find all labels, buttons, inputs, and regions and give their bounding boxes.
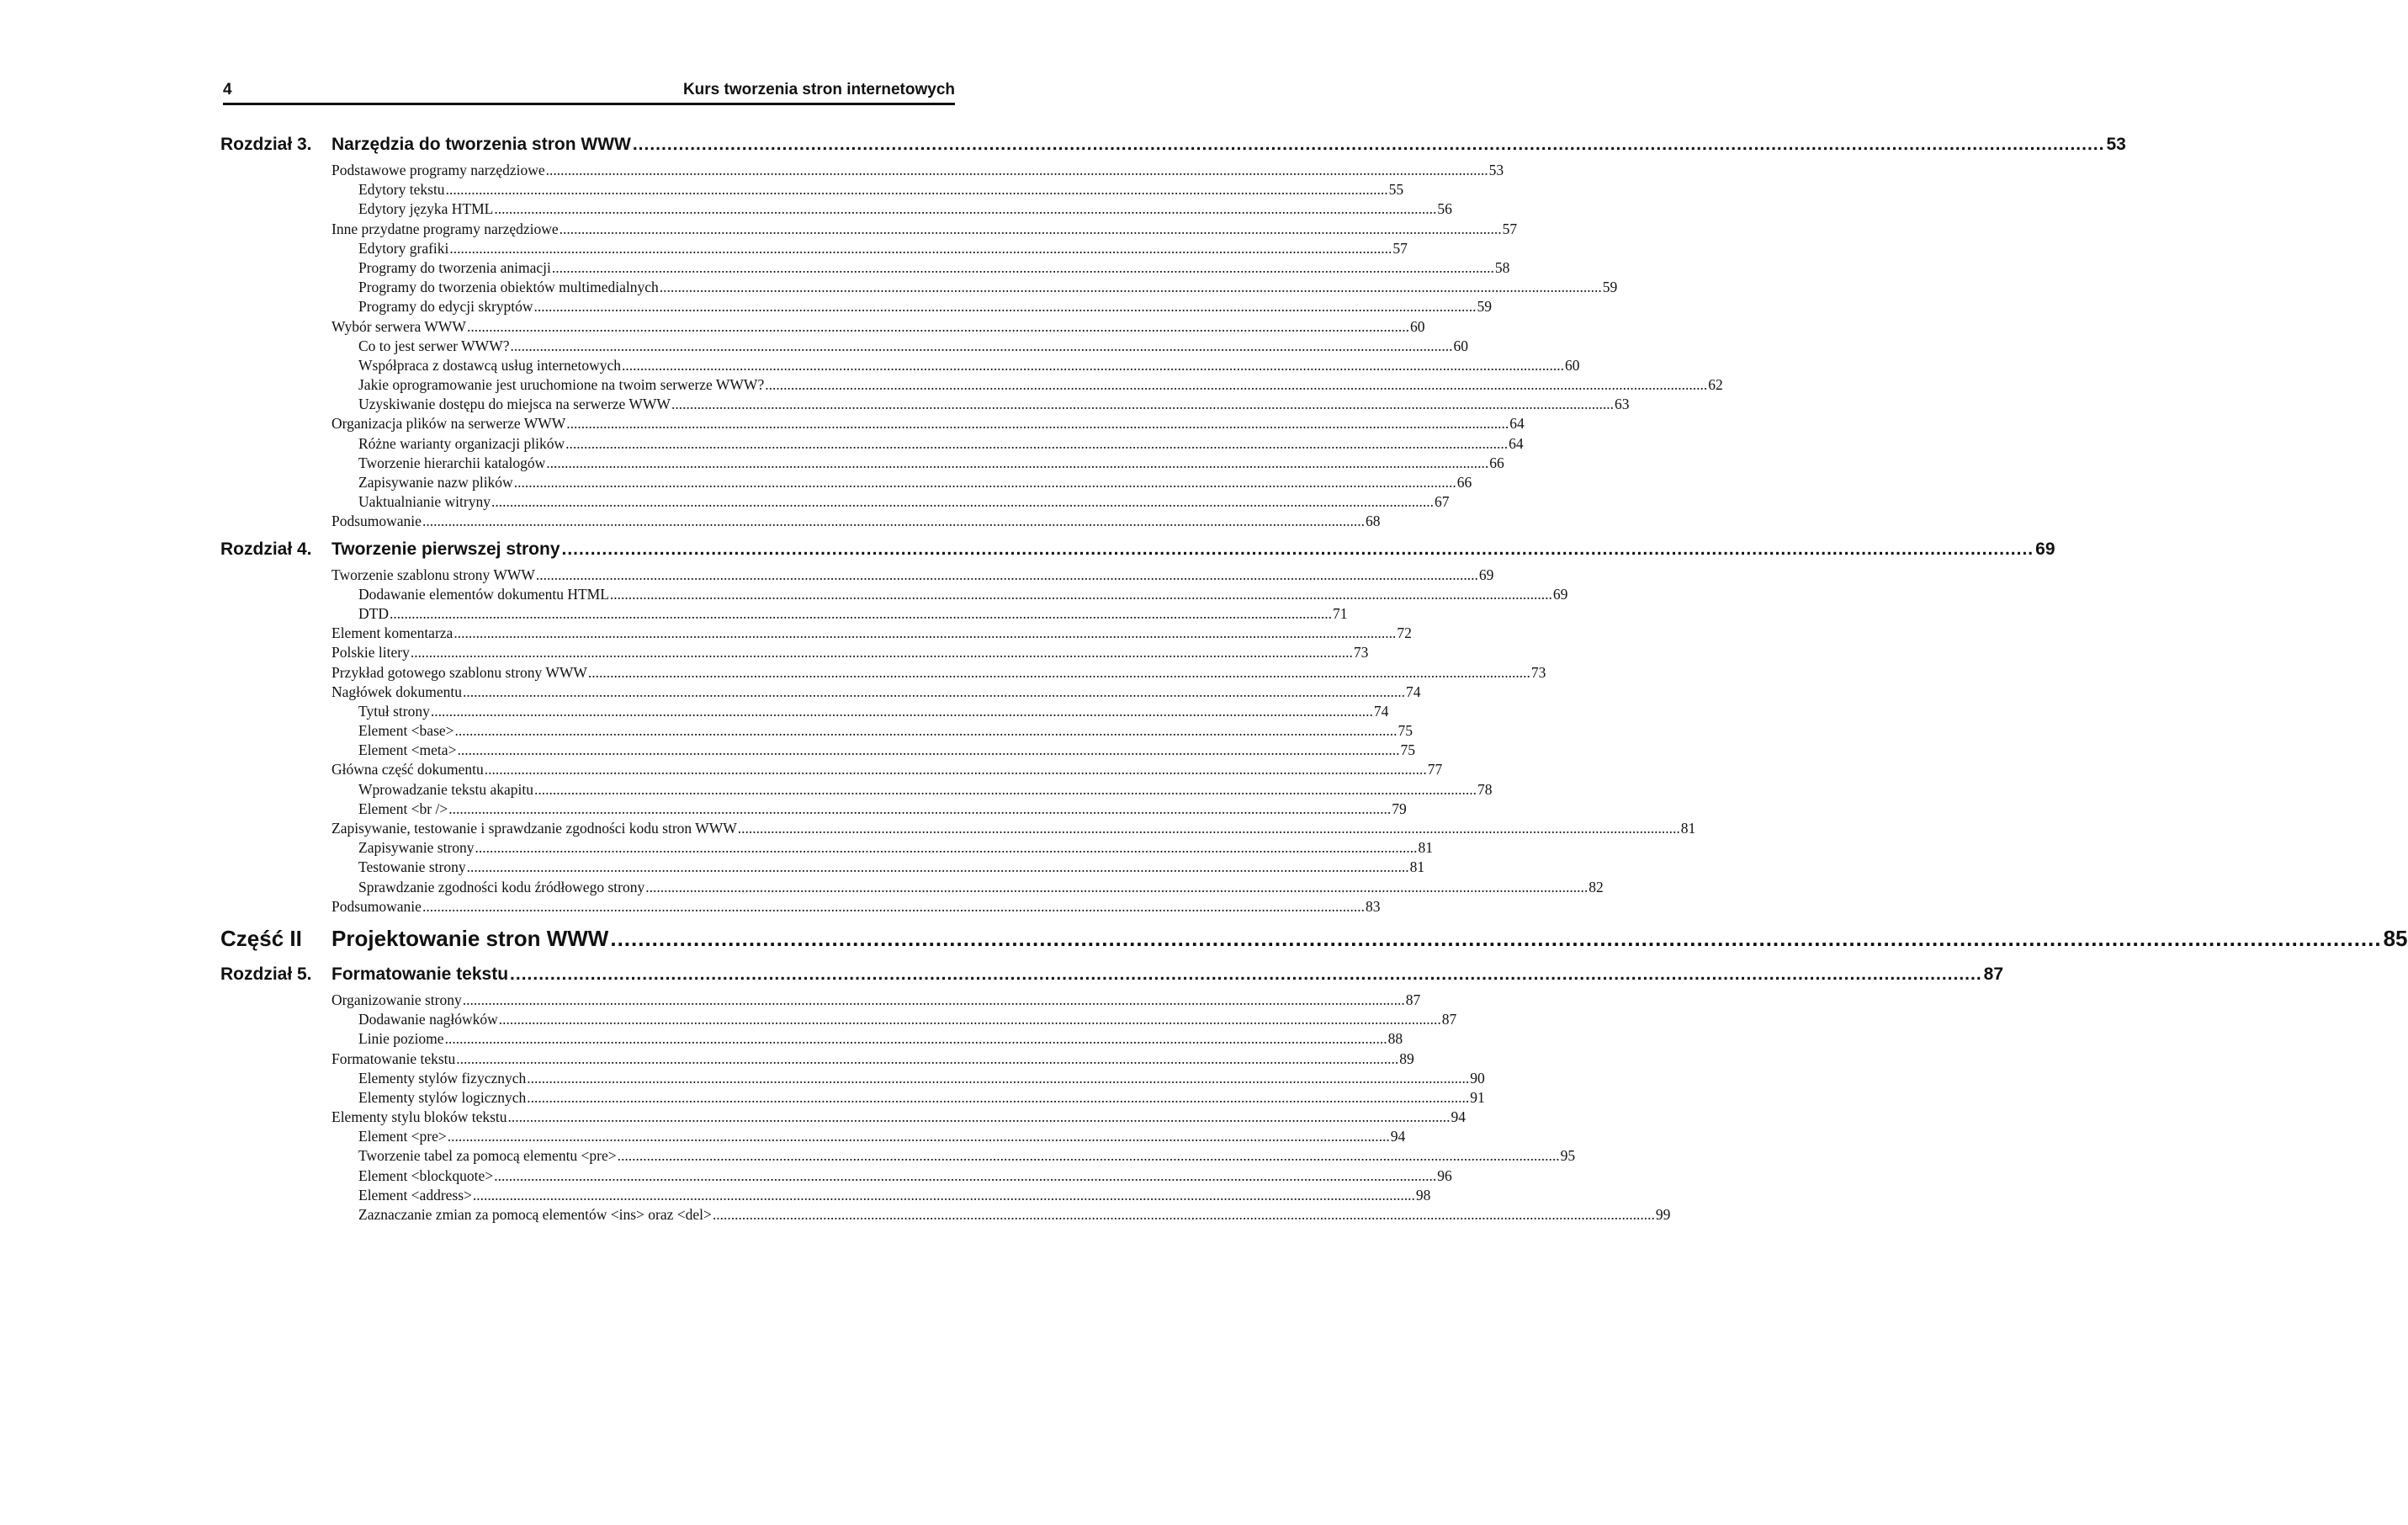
entry-page: 74 bbox=[1406, 683, 1421, 700]
entry-page: 81 bbox=[1680, 820, 1696, 837]
toc-entry bbox=[331, 624, 1412, 644]
toc-entry bbox=[358, 858, 1425, 878]
chapter-page: 85 bbox=[2383, 925, 2408, 951]
dot-leader: ................................................................................................................................................................................................................................................................ bbox=[475, 839, 1418, 857]
entry-title: Co to jest serwer WWW? bbox=[358, 337, 510, 354]
toc-entry bbox=[358, 1147, 1576, 1166]
entry-page: 55 bbox=[1388, 181, 1404, 199]
dot-leader: ................................................................................................................................................................................................................................................................ bbox=[484, 761, 1427, 778]
entry-title: Programy do tworzenia obiektów multimedialnych bbox=[358, 279, 659, 296]
dot-leader: ................................................................................................................................................................................................................................................................ bbox=[491, 493, 1434, 511]
dot-leader: ................................................................................................................................................................................................................................................................ bbox=[551, 258, 1494, 276]
chapter-title: Tworzenie pierwszej strony bbox=[331, 539, 560, 559]
entry-page: 89 bbox=[1399, 1049, 1414, 1067]
dot-leader: ................................................................................................................................................................................................................................................................ bbox=[456, 1049, 1399, 1067]
entry-page: 81 bbox=[1409, 858, 1425, 876]
entry-title: Element <blockquote> bbox=[358, 1166, 494, 1184]
toc-entry bbox=[358, 741, 1415, 761]
entry-page: 60 bbox=[1564, 356, 1580, 374]
dot-leader: ................................................................................................................................................................................................................................................................ bbox=[449, 239, 1392, 257]
toc-entry bbox=[331, 991, 1421, 1011]
entry-page: 71 bbox=[1332, 604, 1348, 622]
dot-leader: ................................................................................................................................................................................................................................................................ bbox=[535, 566, 1478, 583]
entry-title: Inne przydatne programy narzędziowe bbox=[331, 220, 559, 237]
entry-title: Zapisywanie nazw plików bbox=[358, 474, 513, 491]
toc-entry bbox=[358, 298, 1493, 317]
entry-page: 72 bbox=[1397, 624, 1412, 642]
toc-entry bbox=[331, 683, 1421, 703]
dot-leader: ................................................................................................................................................................................................................................................................ bbox=[389, 604, 1332, 622]
entry-page: 74 bbox=[1373, 702, 1389, 720]
entry-page: 77 bbox=[1427, 761, 1443, 778]
dot-leader: ................................................................................................................................................................................................................................................................ bbox=[510, 337, 1453, 354]
dot-leader: ................................................................................................................................................................................................................................................................ bbox=[527, 1088, 1470, 1106]
entry-title: Edytory języka HTML bbox=[358, 200, 494, 218]
dot-leader: ................................................................................................................................................................................................................................................................ bbox=[671, 396, 1614, 413]
chapter-block bbox=[220, 964, 2004, 1225]
toc-entry bbox=[331, 415, 1525, 434]
entry-title: Programy do tworzenia animacji bbox=[358, 258, 551, 276]
entry-title: Edytory grafiki bbox=[358, 239, 449, 257]
part-heading bbox=[220, 925, 2408, 958]
dot-leader: ................................................................................................................................................................................................................................................................ bbox=[448, 800, 1392, 817]
dot-leader: ................................................................................................................................................................................................................................................................ bbox=[457, 741, 1400, 759]
entry-title: Sprawdzanie zgodności kodu źródłowego strony bbox=[358, 878, 645, 895]
entry-title: Wprowadzanie tekstu akapitu bbox=[358, 780, 533, 798]
dot-leader: ................................................................................................................................................................................................................................................................ bbox=[533, 780, 1477, 798]
entry-title: Zapisywanie, testowanie i sprawdzanie zgodności kodu stron WWW bbox=[331, 820, 737, 837]
entry-title: Przykład gotowego szablonu strony WWW bbox=[331, 663, 587, 681]
toc-entry bbox=[358, 396, 1630, 415]
entry-page: 99 bbox=[1655, 1206, 1671, 1223]
dot-leader: ................................................................................................................................................................................................................................................................ bbox=[463, 683, 1406, 700]
page-number: 4 bbox=[223, 81, 232, 98]
chapter-heading bbox=[220, 539, 2055, 566]
toc-entry bbox=[358, 258, 1510, 279]
toc-entry bbox=[358, 800, 1407, 820]
chapter-heading bbox=[220, 964, 2004, 991]
entry-title: Edytory tekstu bbox=[358, 181, 445, 199]
entry-page: 94 bbox=[1451, 1108, 1467, 1126]
dot-leader: ................................................................................................................................................................................................................................................................ bbox=[765, 376, 1708, 394]
dot-leader: ................................................................................................................................................................................................................................................................ bbox=[422, 513, 1365, 530]
toc-entry bbox=[358, 702, 1389, 722]
entry-page: 95 bbox=[1560, 1147, 1576, 1165]
entry-title: Element <base> bbox=[358, 722, 454, 740]
dot-leader: ................................................................................................................................................................................................................................................................ bbox=[498, 1011, 1441, 1028]
entry-page: 87 bbox=[1441, 1011, 1457, 1028]
dot-leader: ................................................................................................................................................................................................................................................................ bbox=[527, 1069, 1470, 1087]
dot-leader: ................................................................................................................................................................................................................................................................ bbox=[454, 722, 1398, 740]
entry-title: Tworzenie hierarchii katalogów bbox=[358, 454, 546, 471]
toc-entry bbox=[358, 1128, 1406, 1147]
toc-entry bbox=[358, 376, 1723, 396]
toc-entry bbox=[331, 644, 1369, 663]
dot-leader: ................................................................................................................................................................................................................................................................ bbox=[453, 624, 1397, 642]
dot-leader: ................................................................................................................................................................................................................................................................ bbox=[617, 1147, 1560, 1165]
dot-leader: ................................................................................................................................................................................................................................................................ bbox=[546, 454, 1489, 471]
entry-title: Dodawanie elementów dokumentu HTML bbox=[358, 585, 609, 603]
entry-title: Tworzenie tabel za pomocą elementu <pre> bbox=[358, 1147, 617, 1165]
toc-entry bbox=[358, 239, 1408, 259]
toc-entry bbox=[358, 337, 1468, 357]
dot-leader: ................................................................................................................................................................................................................................................................ bbox=[510, 964, 1982, 984]
toc-entry bbox=[358, 493, 1450, 513]
dot-leader: ................................................................................................................................................................................................................................................................ bbox=[494, 1166, 1437, 1184]
dot-leader: ................................................................................................................................................................................................................................................................ bbox=[444, 1030, 1387, 1048]
entry-page: 56 bbox=[1437, 200, 1452, 218]
entry-page: 64 bbox=[1509, 434, 1524, 452]
toc-entry bbox=[358, 200, 1452, 220]
chapter-label: Rozdział 5. bbox=[220, 964, 312, 984]
entry-page: 83 bbox=[1365, 897, 1381, 915]
toc-entry bbox=[358, 1030, 1403, 1049]
toc-entry bbox=[358, 454, 1504, 474]
entry-page: 69 bbox=[1478, 566, 1494, 583]
chapter-label: Rozdział 3. bbox=[220, 135, 312, 154]
entry-page: 60 bbox=[1409, 317, 1425, 335]
entry-title: Elementy stylów fizycznych bbox=[358, 1069, 527, 1087]
dot-leader: ................................................................................................................................................................................................................................................................ bbox=[545, 162, 1488, 178]
entry-title: Dodawanie nagłówków bbox=[358, 1011, 498, 1028]
entry-title: Linie poziome bbox=[358, 1030, 444, 1048]
dot-leader: ................................................................................................................................................................................................................................................................ bbox=[533, 298, 1477, 316]
toc-entry bbox=[358, 356, 1580, 376]
entry-page: 88 bbox=[1387, 1030, 1403, 1048]
chapter-page: 69 bbox=[2035, 539, 2055, 559]
entry-title: Organizacja plików na serwerze WWW bbox=[331, 415, 566, 433]
entry-title: Programy do edycji skryptów bbox=[358, 298, 533, 316]
entry-page: 57 bbox=[1502, 220, 1518, 237]
toc-entry bbox=[358, 1011, 1457, 1030]
entry-title: Element komentarza bbox=[331, 624, 453, 642]
entry-page: 57 bbox=[1392, 239, 1408, 257]
chapter-page: 53 bbox=[2106, 135, 2126, 154]
toc-entry bbox=[358, 604, 1348, 624]
dot-leader: ................................................................................................................................................................................................................................................................ bbox=[659, 279, 1602, 296]
dot-leader: ................................................................................................................................................................................................................................................................ bbox=[466, 858, 1409, 876]
entry-title: Różne warianty organizacji plików bbox=[358, 434, 565, 452]
toc-entry bbox=[358, 181, 1404, 200]
dot-leader: ................................................................................................................................................................................................................................................................ bbox=[587, 663, 1530, 681]
dot-leader: ................................................................................................................................................................................................................................................................ bbox=[422, 897, 1365, 915]
running-header bbox=[223, 81, 955, 105]
toc-entry bbox=[331, 820, 1696, 839]
toc-entry bbox=[331, 1108, 1467, 1128]
dot-leader: ................................................................................................................................................................................................................................................................ bbox=[494, 200, 1437, 218]
toc-entry bbox=[331, 513, 1381, 532]
entry-page: 90 bbox=[1470, 1069, 1485, 1087]
entry-page: 94 bbox=[1390, 1128, 1406, 1145]
dot-leader: ................................................................................................................................................................................................................................................................ bbox=[466, 317, 1409, 335]
entry-title: Formatowanie tekstu bbox=[331, 1049, 456, 1067]
toc-entry bbox=[331, 162, 1504, 181]
entry-page: 53 bbox=[1488, 162, 1504, 178]
dot-leader: ................................................................................................................................................................................................................................................................ bbox=[609, 585, 1552, 603]
toc-entry bbox=[358, 585, 1568, 605]
toc-entry bbox=[358, 434, 1524, 454]
entry-title: Element <br /> bbox=[358, 800, 448, 817]
toc-entry bbox=[358, 878, 1604, 898]
chapter-label: Część II bbox=[220, 925, 302, 951]
toc-entry bbox=[358, 1088, 1485, 1108]
chapter-block bbox=[220, 135, 2126, 533]
dot-leader: ................................................................................................................................................................................................................................................................ bbox=[447, 1128, 1390, 1145]
book-title: Kurs tworzenia stron internetowych bbox=[682, 81, 955, 98]
entry-page: 75 bbox=[1400, 741, 1415, 759]
dot-leader: ................................................................................................................................................................................................................................................................ bbox=[566, 415, 1509, 433]
toc-entry bbox=[331, 220, 1518, 240]
entry-title: Tworzenie szablonu strony WWW bbox=[331, 566, 535, 583]
entry-page: 96 bbox=[1437, 1166, 1452, 1184]
entry-title: Główna część dokumentu bbox=[331, 761, 484, 778]
entry-title: Organizowanie strony bbox=[331, 991, 462, 1008]
dot-leader: ................................................................................................................................................................................................................................................................ bbox=[430, 702, 1373, 720]
toc-entry bbox=[331, 663, 1546, 683]
entry-page: 62 bbox=[1708, 376, 1723, 394]
table-of-contents bbox=[220, 135, 2408, 1232]
entry-page: 82 bbox=[1589, 878, 1604, 895]
entry-page: 78 bbox=[1477, 780, 1493, 798]
entry-page: 79 bbox=[1392, 800, 1407, 817]
entry-page: 66 bbox=[1489, 454, 1504, 471]
entry-title: Jakie oprogramowanie jest uruchomione na twoim serwerze WWW? bbox=[358, 376, 765, 394]
dot-leader: ................................................................................................................................................................................................................................................................ bbox=[737, 820, 1680, 837]
entry-page: 87 bbox=[1405, 991, 1421, 1008]
part-block bbox=[220, 925, 2408, 958]
toc-entry bbox=[358, 1206, 1671, 1225]
toc-entry bbox=[331, 897, 1381, 917]
dot-leader: ................................................................................................................................................................................................................................................................ bbox=[712, 1206, 1655, 1223]
dot-leader: ................................................................................................................................................................................................................................................................ bbox=[565, 434, 1509, 452]
toc-entry bbox=[358, 839, 1434, 858]
entry-page: 98 bbox=[1415, 1186, 1431, 1204]
entry-title: Nagłówek dokumentu bbox=[331, 683, 463, 700]
toc-entry bbox=[331, 761, 1443, 780]
entry-title: Podsumowanie bbox=[331, 513, 422, 530]
dot-leader: ................................................................................................................................................................................................................................................................ bbox=[472, 1186, 1415, 1204]
chapter-heading bbox=[220, 135, 2126, 162]
entry-page: 58 bbox=[1494, 258, 1510, 276]
entry-title: Testowanie strony bbox=[358, 858, 466, 876]
dot-leader: ................................................................................................................................................................................................................................................................ bbox=[610, 925, 2382, 951]
entry-title: Tytuł strony bbox=[358, 702, 430, 720]
entry-title: Podstawowe programy narzędziowe bbox=[331, 162, 545, 178]
toc-entry bbox=[331, 1049, 1414, 1070]
dot-leader: ................................................................................................................................................................................................................................................................ bbox=[507, 1108, 1451, 1126]
chapter-title: Formatowanie tekstu bbox=[331, 964, 509, 984]
entry-page: 67 bbox=[1434, 493, 1450, 511]
entry-page: 64 bbox=[1509, 415, 1525, 433]
dot-leader: ................................................................................................................................................................................................................................................................ bbox=[462, 991, 1405, 1008]
dot-leader: ................................................................................................................................................................................................................................................................ bbox=[561, 539, 2034, 559]
entry-page: 91 bbox=[1470, 1088, 1485, 1106]
entry-page: 73 bbox=[1530, 663, 1546, 681]
entry-page: 59 bbox=[1477, 298, 1493, 316]
dot-leader: ................................................................................................................................................................................................................................................................ bbox=[632, 135, 2105, 154]
entry-page: 63 bbox=[1614, 396, 1630, 413]
dot-leader: ................................................................................................................................................................................................................................................................ bbox=[645, 878, 1589, 895]
toc-entry bbox=[358, 1166, 1452, 1187]
entry-title: Współpraca z dostawcą usług internetowych bbox=[358, 356, 621, 374]
toc-entry bbox=[331, 566, 1494, 586]
entry-page: 68 bbox=[1365, 513, 1381, 530]
entry-page: 81 bbox=[1418, 839, 1434, 857]
toc-entry bbox=[358, 780, 1493, 800]
entry-title: DTD bbox=[358, 604, 389, 622]
dot-leader: ................................................................................................................................................................................................................................................................ bbox=[410, 644, 1353, 662]
entry-title: Elementy stylu bloków tekstu bbox=[331, 1108, 507, 1126]
entry-page: 69 bbox=[1552, 585, 1568, 603]
entry-title: Polskie litery bbox=[331, 644, 410, 662]
dot-leader: ................................................................................................................................................................................................................................................................ bbox=[513, 474, 1456, 491]
entry-title: Podsumowanie bbox=[331, 897, 422, 915]
dot-leader: ................................................................................................................................................................................................................................................................ bbox=[621, 356, 1564, 374]
entry-title: Wybór serwera WWW bbox=[331, 317, 466, 335]
entry-page: 59 bbox=[1602, 279, 1618, 296]
entry-page: 66 bbox=[1456, 474, 1472, 491]
entry-title: Uzyskiwanie dostępu do miejsca na serwerze WWW bbox=[358, 396, 671, 413]
entry-title: Zaznaczanie zmian za pomocą elementów <ins> oraz <del> bbox=[358, 1206, 712, 1223]
entry-title: Element <pre> bbox=[358, 1128, 447, 1145]
entry-page: 75 bbox=[1398, 722, 1414, 740]
chapter-title: Projektowanie stron WWW bbox=[331, 925, 609, 951]
entry-title: Element <meta> bbox=[358, 741, 457, 759]
entry-page: 60 bbox=[1453, 337, 1468, 354]
chapter-label: Rozdział 4. bbox=[220, 539, 312, 559]
entry-title: Element <address> bbox=[358, 1186, 472, 1204]
entry-title: Uaktualnianie witryny bbox=[358, 493, 491, 511]
dot-leader: ................................................................................................................................................................................................................................................................ bbox=[559, 220, 1502, 237]
toc-entry bbox=[358, 1186, 1431, 1206]
toc-entry bbox=[358, 1069, 1485, 1089]
entry-page: 73 bbox=[1353, 644, 1369, 662]
toc-entry bbox=[358, 474, 1472, 493]
entry-title: Elementy stylów logicznych bbox=[358, 1088, 527, 1106]
chapter-title: Narzędzia do tworzenia stron WWW bbox=[331, 135, 631, 154]
toc-entry bbox=[331, 317, 1425, 337]
chapter-page: 87 bbox=[1983, 964, 2004, 984]
dot-leader: ................................................................................................................................................................................................................................................................ bbox=[445, 181, 1388, 199]
entry-title: Zapisywanie strony bbox=[358, 839, 475, 857]
chapter-block bbox=[220, 539, 2055, 917]
toc-entry bbox=[358, 722, 1414, 741]
toc-entry bbox=[358, 279, 1618, 298]
